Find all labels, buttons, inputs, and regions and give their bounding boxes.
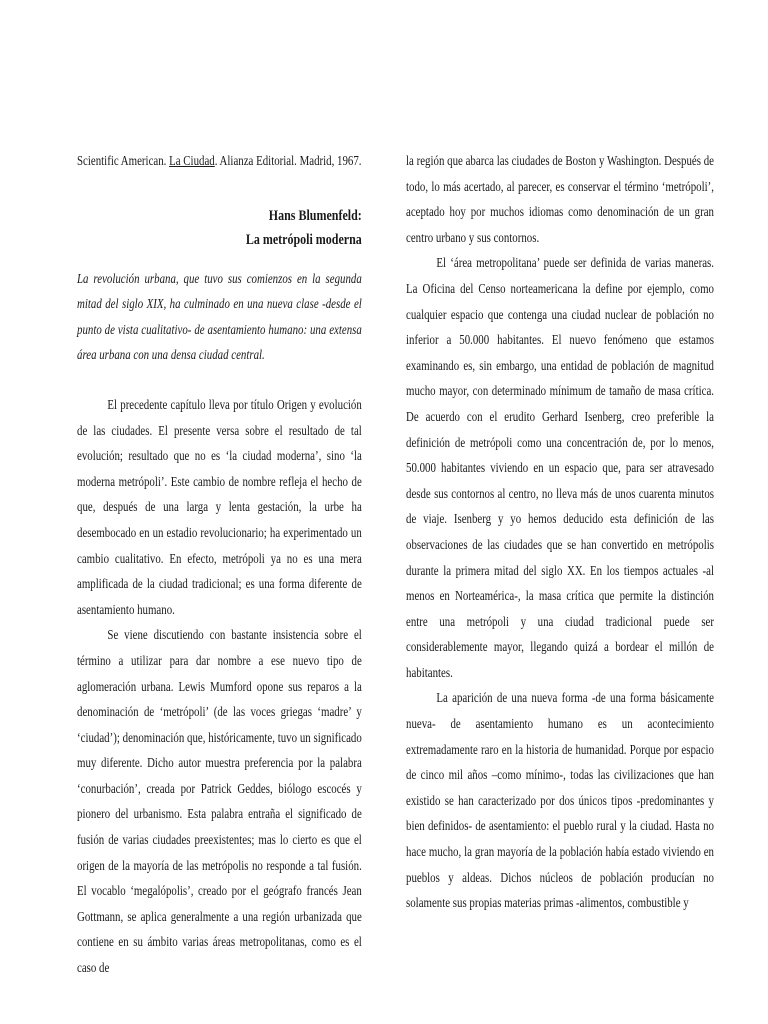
body-paragraph: El ‘área metropolitana’ puede ser definida de varias maneras. La Oficina del Censo norteamericana la define por ejemplo, como cualquier espacio que contenga una ciudad nuclear de población no inferior a 50.000 habitantes. El nuevo fenómeno que estamos examinando es, sin embargo, una entidad de población de magnitud mucho mayor, con determinado mínimum de tamaño de masa crítica. De acuerdo con el erudito Gerhard Isenberg, creo preferible la definición de metrópoli como una concentración de, por lo menos, 50.000 habitantes viviendo en un espacio que, para ser atravesado desde sus contornos al centro, no lleva más de unos cuarenta minutos de viaje. Isenberg y yo hemos deducido esta definición de las observaciones de las ciudades que se han convertido en metrópolis durante la primera mitad del siglo XX. En los tiempos actuales -al menos en Norteamérica-, la masa crítica que permite la distinción entre una metrópoli y una ciudad tradicional puede ser considerablemente mayor, llegando quizá a bordear el millón de habitantes. — [406, 255, 714, 680]
body-paragraph: La aparición de una nueva forma -de una forma básicamente nueva- de asentamiento humano es un acontecimiento extremadamente raro en la historia de humanidad. Porque por espacio de cinco mil años –como mínimo-, todas las civilizaciones que han existido se han caracterizado por dos únicos tipos -predominantes y bien definidos- de asentamiento: el pueblo rural y la ciudad. Hasta no hace mucho, la gran mayoría de la población había estado viviendo en pueblos y aldeas. Dichos núcleos de población producían no solamente sus propias materias primas -alimentos, combustible y — [406, 690, 714, 911]
left-column — [77, 148, 362, 981]
author-name: Hans Blumenfeld: — [268, 207, 362, 224]
abstract: La revolución urbana, que tuvo sus comienzos en la segunda mitad del siglo XIX, ha culminado en una nueva clase -desde el punto de vista cualitativo- de asentamiento humano: una extensa área urbana con una densa ciudad central. — [77, 270, 362, 363]
article-title: La metrópoli moderna — [245, 231, 362, 248]
citation-suffix: . Alianza Editorial. Madrid, 1967. — [214, 153, 362, 168]
citation-book-title: La Ciudad — [169, 153, 215, 168]
body-paragraph: Se viene discutiendo con bastante insistencia sobre el término a utilizar para dar nombre a ese nuevo tipo de aglomeración urbana. Lewis Mumford opone sus reparos a la denominación de ‘metrópoli’ (de las voces griegas ‘madre’ y ‘ciudad’); denominación que, históricamente, tuvo un significado muy diferente. Dicho autor muestra preferencia por la palabra ‘conurbación’, creada por Patrick Geddes, biólogo escocés y pionero del urbanismo. Esta palabra entraña el significado de fusión de varias ciudades preexistentes; mas lo cierto es que el origen de la mayoría de las metrópolis no responde a tal fusión. El vocablo ‘megalópolis’, creado por el geógrafo francés Jean Gottmann, se aplica generalmente a una región urbanizada que contiene en su ámbito varias áreas metropolitanas, como es el caso de — [77, 627, 362, 976]
citation-prefix: Scientific American. — [77, 153, 170, 168]
citation — [77, 148, 362, 174]
article-heading — [77, 204, 362, 252]
body-paragraph: la región que abarca las ciudades de Boston y Washington. Después de todo, lo más acertado, al parecer, es conservar el término ‘metrópoli’, aceptado hoy por muchos idiomas como denominación de un gran centro urbano y sus contornos. — [406, 153, 714, 245]
body-paragraph: El precedente capítulo lleva por título Origen y evolución de las ciudades. El presente versa sobre el resultado de tal evolución; resultado que no es ‘la ciudad moderna’, sino ‘la moderna metrópoli’. Este cambio de nombre refleja el hecho de que, después de una larga y lenta gestación, la urbe ha desembocado en un estadio revolucionario; ha experimentado un cambio cualitativo. En efecto, metrópoli ya no es una mera amplificada de la ciudad tradicional; es una forma diferente de asentamiento humano. — [77, 396, 362, 617]
left-body — [77, 392, 362, 981]
right-column — [406, 148, 714, 916]
